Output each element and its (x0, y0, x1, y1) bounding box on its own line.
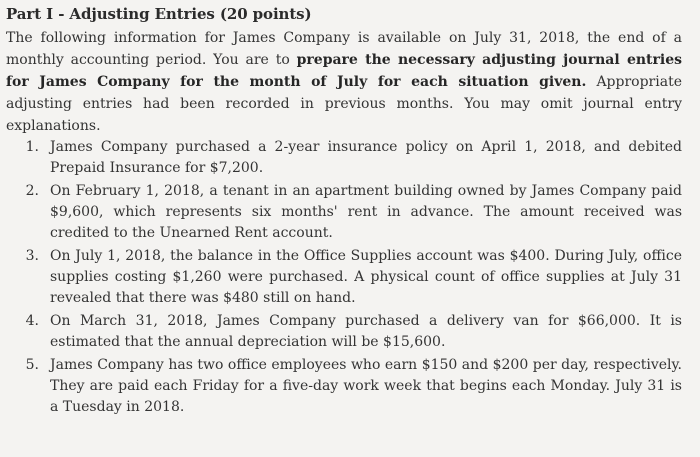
list-item (6, 355, 682, 418)
intro-text-start: The following information for James Company is available on July 31, 2018, the end of a monthly accounting period. You are to (6, 30, 682, 68)
intro-text-end: Appropriate adjusting entries had been recorded in previous months. You may omit journal entry explanations. (6, 74, 682, 134)
item-text: James Company has two office employees who earn $150 and $200 per day, respectively. They are paid each Friday for a five-day work week that begins each Monday. July 31 is a Tuesday in 2018. (50, 357, 682, 415)
list-item (6, 246, 682, 309)
item-text: On February 1, 2018, a tenant in an apartment building owned by James Company paid $9,600, which represents six months' rent in advance. The amount received was credited to the Unearned Rent account. (50, 183, 682, 241)
list-item (6, 137, 682, 179)
list-item (6, 311, 682, 353)
situation-list (6, 137, 682, 418)
item-number: 5. (25, 357, 39, 373)
intro-paragraph (6, 27, 682, 137)
section-title: Part I - Adjusting Entries (20 points) (6, 5, 312, 23)
item-number: 3. (25, 248, 39, 264)
item-number: 2. (25, 183, 39, 199)
item-text: On March 31, 2018, James Company purchased a delivery van for $66,000. It is estimated that the annual depreciation will be $15,600. (50, 313, 682, 350)
intro-instruction-bold: prepare the necessary adjusting journal entries for James Company for the month of July for each situation given. (6, 52, 682, 90)
item-number: 1. (25, 139, 39, 155)
list-item (6, 181, 682, 244)
item-number: 4. (25, 313, 39, 329)
item-text: James Company purchased a 2-year insurance policy on April 1, 2018, and debited Prepaid Insurance for $7,200. (50, 139, 682, 176)
item-text: On July 1, 2018, the balance in the Office Supplies account was $400. During July, office supplies costing $1,260 were purchased. A physical count of office supplies at July 31 revealed that there was $480 still on hand. (50, 248, 682, 306)
